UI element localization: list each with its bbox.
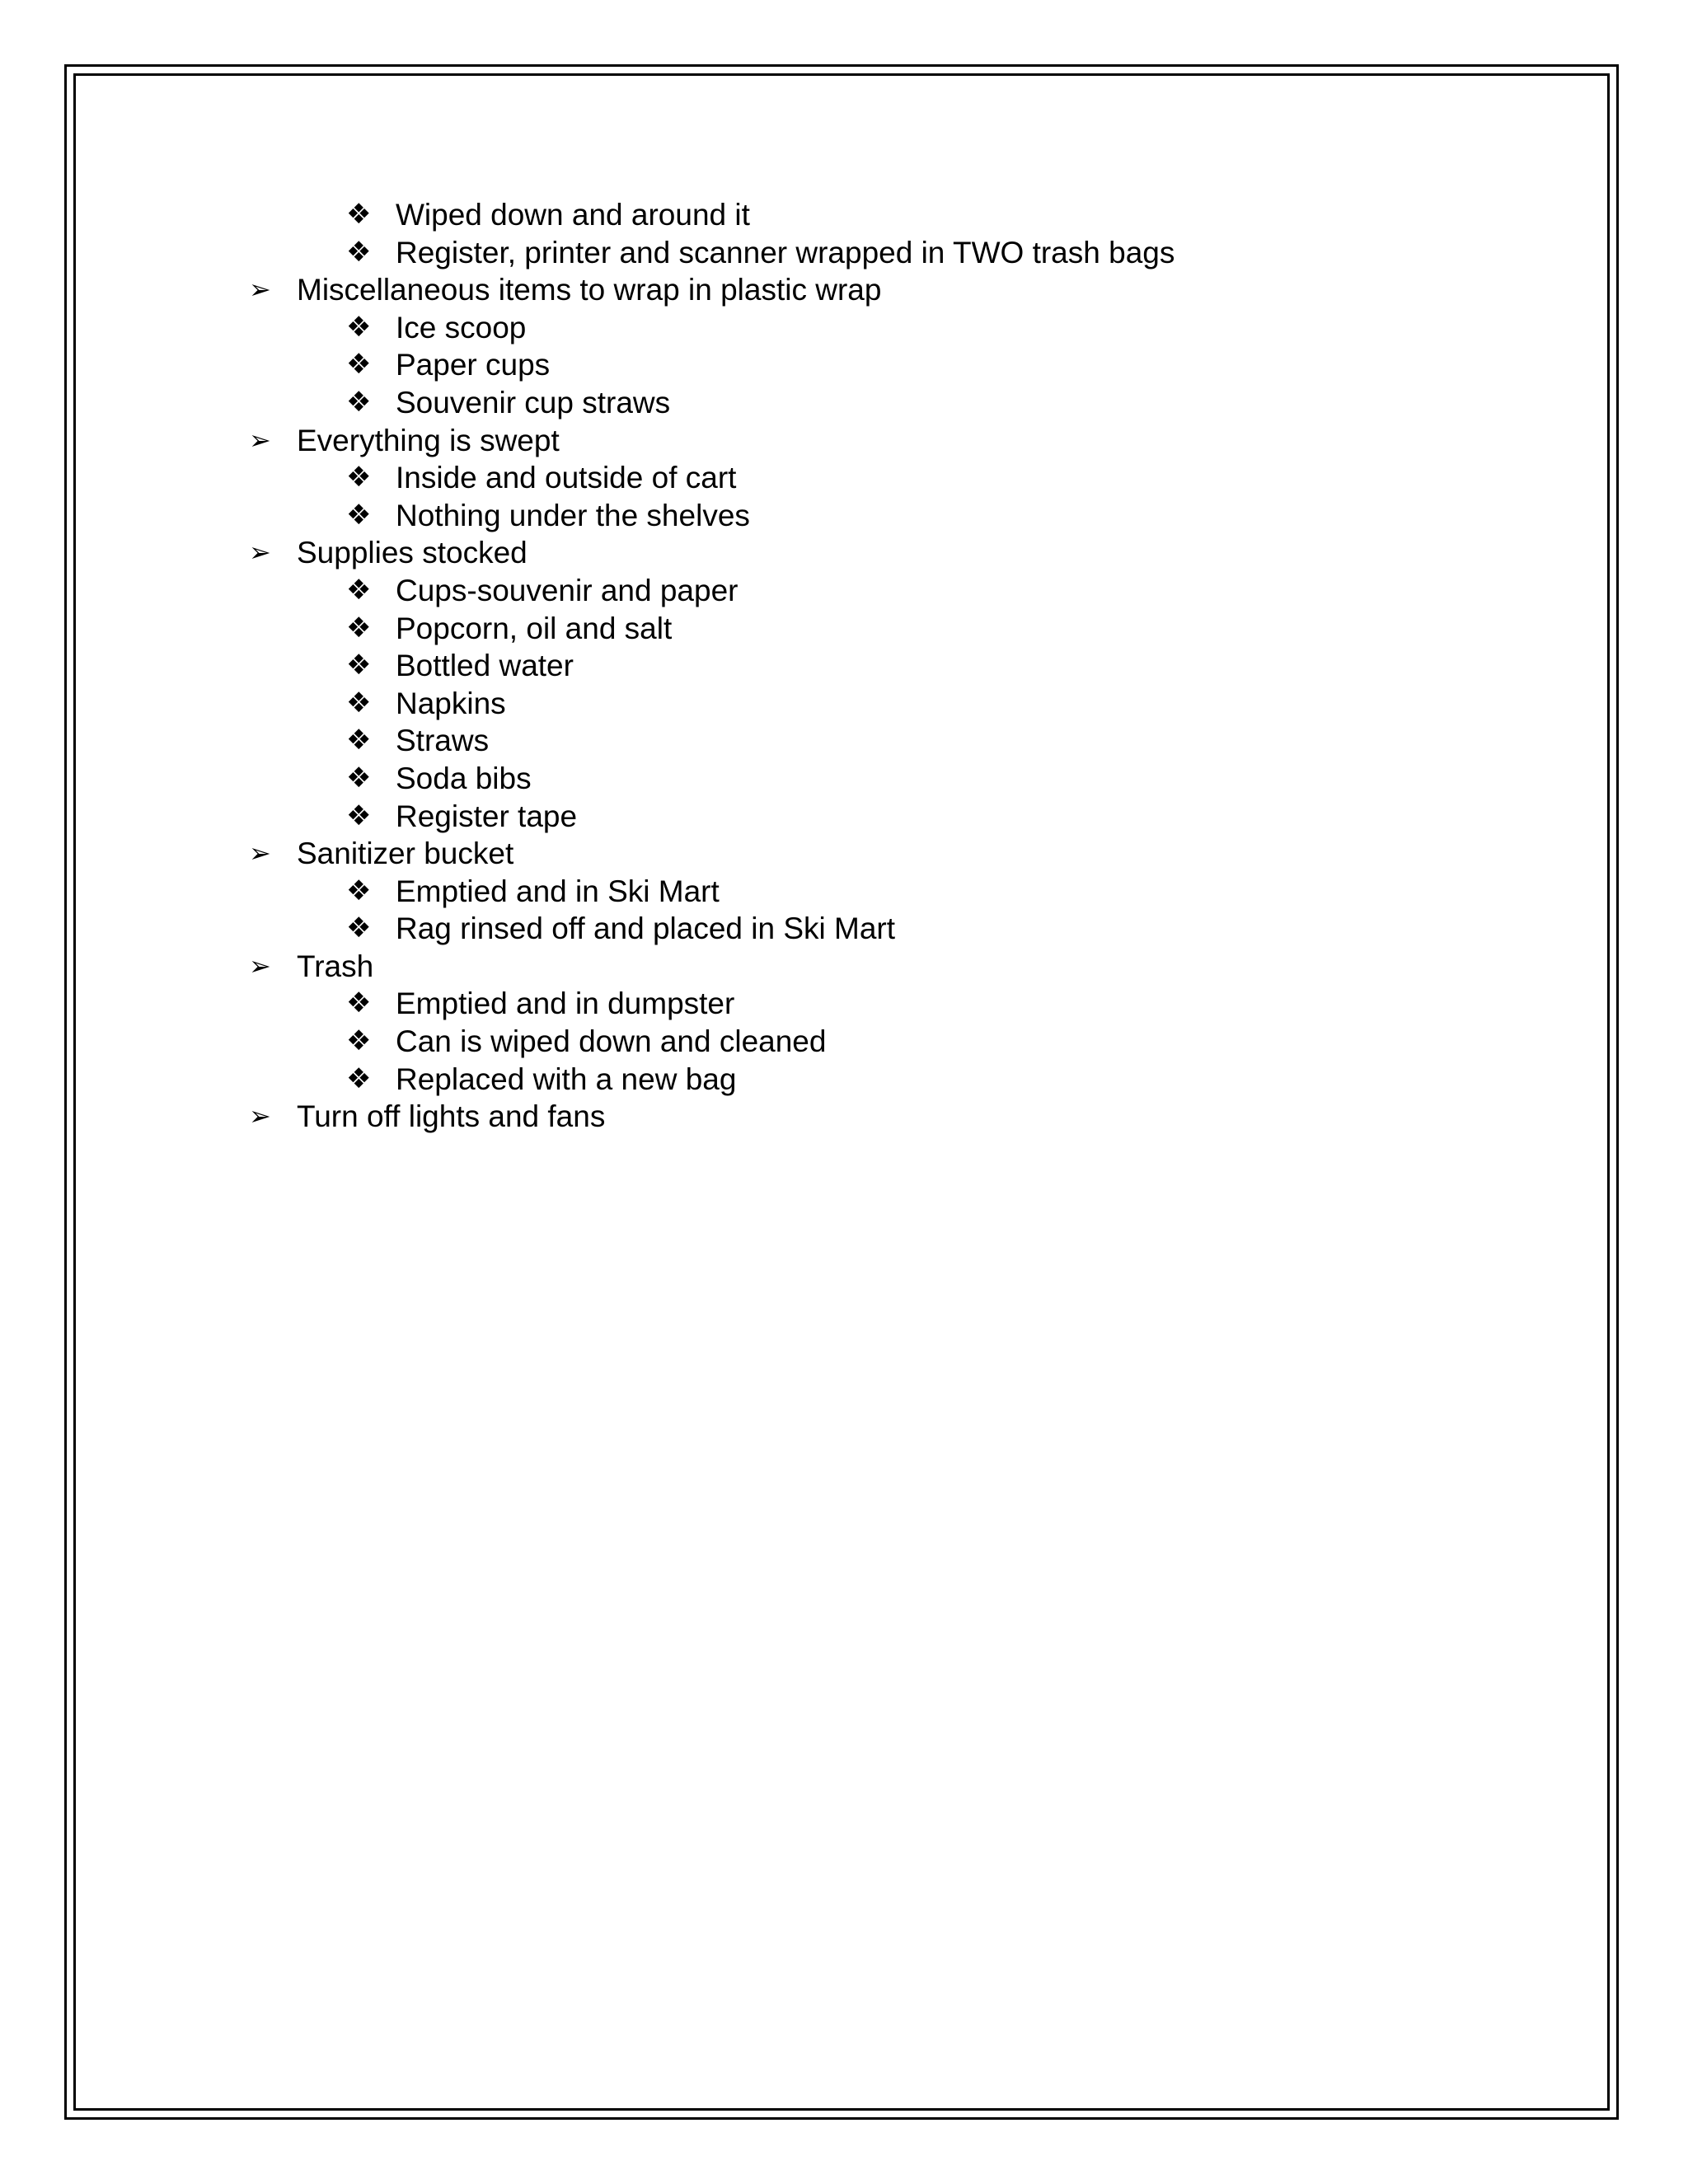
list-item: [0, 985, 1688, 1023]
list-item: [0, 647, 1688, 685]
list-item: [0, 534, 1688, 572]
list-item-text: Wiped down and around it: [396, 198, 750, 232]
list-item: [0, 835, 1688, 873]
list-item-text: Inside and outside of cart: [396, 461, 737, 495]
diamond-bullet-icon: ❖: [346, 649, 372, 682]
list-item-text: Emptied and in dumpster: [396, 987, 735, 1021]
list-item: [0, 196, 1688, 234]
diamond-bullet-icon: ❖: [346, 235, 372, 269]
diamond-bullet-icon: ❖: [346, 310, 372, 344]
list-item-text: Bottled water: [396, 649, 574, 683]
list-item: [0, 459, 1688, 497]
list-item-text: Popcorn, oil and salt: [396, 611, 673, 645]
list-item-text: Napkins: [396, 686, 506, 720]
list-item: [0, 722, 1688, 760]
diamond-bullet-icon: ❖: [346, 1024, 372, 1058]
list-item-text: Rag rinsed off and placed in Ski Mart: [396, 912, 896, 946]
list-item-text: Can is wiped down and cleaned: [396, 1024, 827, 1059]
list-item: [0, 1023, 1688, 1061]
list-item-text: Cups-souvenir and paper: [396, 573, 738, 607]
arrow-bullet-icon: ➢: [249, 424, 271, 456]
list-item-text: Nothing under the shelves: [396, 498, 750, 532]
diamond-bullet-icon: ❖: [346, 385, 372, 419]
checklist: [0, 196, 1688, 1136]
list-item-text: Emptied and in Ski Mart: [396, 874, 720, 908]
list-item-text: Sanitizer bucket: [297, 837, 514, 871]
list-item: [0, 873, 1688, 911]
diamond-bullet-icon: ❖: [346, 573, 372, 607]
list-item: [0, 309, 1688, 347]
diamond-bullet-icon: ❖: [346, 724, 372, 757]
list-item: [0, 422, 1688, 460]
list-item: [0, 384, 1688, 422]
list-item: [0, 760, 1688, 798]
arrow-bullet-icon: ➢: [249, 537, 271, 569]
diamond-bullet-icon: ❖: [346, 874, 372, 907]
diamond-bullet-icon: ❖: [346, 198, 372, 231]
arrow-bullet-icon: ➢: [249, 1100, 271, 1132]
diamond-bullet-icon: ❖: [346, 761, 372, 794]
list-item-text: Supplies stocked: [297, 536, 528, 570]
list-item: [0, 234, 1688, 272]
list-item: [0, 271, 1688, 309]
list-item-text: Souvenir cup straws: [396, 385, 671, 419]
list-item: [0, 346, 1688, 384]
list-item: [0, 948, 1688, 986]
arrow-bullet-icon: ➢: [249, 837, 271, 869]
diamond-bullet-icon: ❖: [346, 799, 372, 832]
arrow-bullet-icon: ➢: [249, 274, 271, 306]
list-item-text: Trash: [297, 949, 374, 983]
list-item-text: Miscellaneous items to wrap in plastic wrap: [297, 273, 882, 307]
list-item: [0, 798, 1688, 836]
list-item-text: Paper cups: [396, 348, 551, 382]
diamond-bullet-icon: ❖: [346, 461, 372, 494]
diamond-bullet-icon: ❖: [346, 611, 372, 644]
list-item-text: Ice scoop: [396, 310, 527, 344]
list-item: [0, 1061, 1688, 1099]
list-item: [0, 610, 1688, 648]
list-item-text: Turn off lights and fans: [297, 1099, 606, 1134]
list-item: [0, 910, 1688, 948]
diamond-bullet-icon: ❖: [346, 348, 372, 382]
arrow-bullet-icon: ➢: [249, 949, 271, 982]
list-item-text: Everything is swept: [297, 423, 560, 457]
list-item-text: Register tape: [396, 799, 578, 833]
list-item-text: Soda bibs: [396, 761, 532, 795]
diamond-bullet-icon: ❖: [346, 987, 372, 1020]
list-item: [0, 497, 1688, 535]
diamond-bullet-icon: ❖: [346, 912, 372, 945]
list-item: [0, 572, 1688, 610]
list-item-text: Straws: [396, 724, 490, 758]
list-item-text: Register, printer and scanner wrapped in TWO trash bags: [396, 235, 1175, 269]
diamond-bullet-icon: ❖: [346, 1062, 372, 1095]
list-item: [0, 1098, 1688, 1136]
diamond-bullet-icon: ❖: [346, 498, 372, 532]
list-item: [0, 685, 1688, 723]
list-item-text: Replaced with a new bag: [396, 1062, 737, 1096]
diamond-bullet-icon: ❖: [346, 686, 372, 719]
